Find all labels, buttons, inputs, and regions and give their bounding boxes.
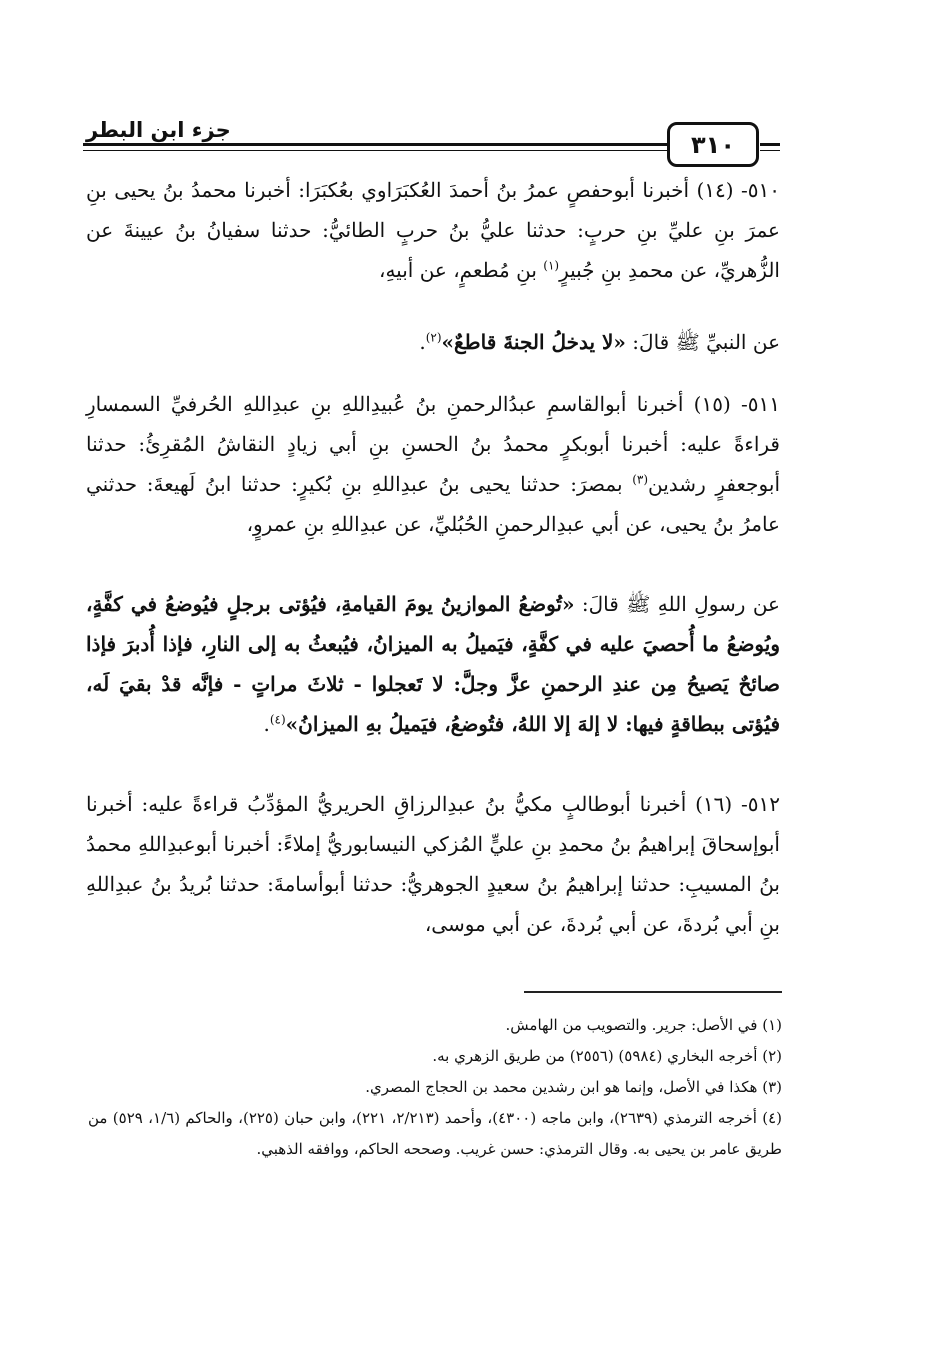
header-rule-right-bottom — [760, 150, 780, 151]
footnote-2: (٢) أخرجه البخاري (٥٩٨٤) (٢٥٥٦) من طريق الزهري به. — [432, 1047, 782, 1065]
footnotes — [88, 1010, 782, 1165]
hadith-512-isnad — [86, 784, 780, 944]
matn-quote: «تُوضعُ الموازينُ يومَ القيامةِ، فيُؤتى برجلٍ فيُوضعُ في كفَّةٍ، ويُوضعُ ما أُحصيَ عليه في كفَّةٍ، فيَميلُ به الميزانُ، فيُبعثُ به إلى النارِ، فإذا أُدبرَ فإذا صائحٌ يَصيحُ مِن عندِ الرحمنِ عزَّ وجلَّ: لا تَعجلوا - ثلاثَ مراتٍ - فإنَّه قدْ بقيَ لَه، فيُؤتى ببطاقةٍ فيها: لا إلهَ إلا اللهُ، فتُوضعُ، فيَميلُ بهِ الميزانُ» — [86, 592, 780, 736]
paragraph-text: ٥١٠- (١٤) أخبرنا أبوحفصٍ عمرُ بنُ أحمدَ العُكبَرَاوي بعُكبَرَا: أخبرنا محمدُ بنُ يحيى بنِ عمرَ بنِ عليِّ بنِ حربٍ: حدثنا عليُّ بنُ حربٍ الطائيُّ: حدثنا سفيانُ بنُ عيينةَ عن الزُّهريِّ، عن محمدِ بنِ جُبيرٍ — [86, 178, 780, 282]
hadith-511-matn — [86, 584, 780, 744]
paragraph-text: ٥١١- (١٥) أخبرنا أبوالقاسمِ عبدُالرحمنِ بنُ عُبيدِاللهِ بنِ عبدِاللهِ الحُرفيِّ السمسارِ قراءةً عليه: أخبرنا أبوبكرٍ محمدُ بنُ الحسنِ بنِ أبي زيادٍ النقاشُ المُقرِئُ: حدثنا أبوجعفرٍ رشدين — [86, 392, 781, 496]
paragraph-text-tail: بنِ مُطعمٍ، عن أبيهِ، — [379, 258, 544, 282]
footnote-ref-3: (٣) — [632, 472, 649, 487]
footnote-ref-1: (١) — [543, 258, 560, 273]
paragraph-text-tail: بمصرَ: حدثنا يحيى بنُ عبدِاللهِ بنِ بُكيرٍ: حدثنا ابنُ لَهيعةَ: حدثني عامرُ بنُ يحيى، عن أبي عبدِالرحمنِ الحُبُليِّ، عن عبدِاللهِ بنِ عمروٍ، — [86, 472, 780, 536]
footnote-ref-2: (٢) — [425, 330, 442, 345]
matn-end: . — [263, 712, 270, 736]
header-rule-top — [83, 143, 670, 146]
matn-end: . — [419, 330, 426, 354]
footnote-ref-4: (٤) — [269, 712, 286, 727]
running-title: جزء ابن البطر — [86, 118, 231, 142]
header-rule-right-top — [760, 143, 780, 146]
matn-lead: عن رسولِ اللهِ ﷺ قالَ: — [574, 592, 780, 616]
page-number: ٣١٠ — [667, 122, 759, 167]
header-rule-bottom — [83, 150, 670, 151]
matn-quote: «لا يدخلُ الجنةَ قاطعٌ» — [441, 330, 626, 354]
hadith-510-matn — [86, 322, 780, 362]
paragraph-text: ٥١٢- (١٦) أخبرنا أبوطالبٍ مكيُّ بنُ عبدِالرزاقِ الحريريُّ المؤدِّبُ قراءةً عليه: أخبرنا أبوإسحاقَ إبراهيمُ بنُ محمدِ بنِ عليٍّ المُزكي النيسابوريُّ إملاءً: أخبرنا أبوعبدِاللهِ محمدُ بنُ المسيبِ: حدثنا إبراهيمُ بنُ سعيدٍ الجوهريُّ: حدثنا أبوأسامةَ: حدثنا بُريدُ بنُ عبدِاللهِ بنِ أبي بُردةَ، عن أبي بُردةَ، عن أبي موسى، — [86, 792, 780, 936]
footnote-4: (٤) أخرجه الترمذي (٢٦٣٩)، وابن ماجه (٤٣٠٠)، وأحمد (٢/٢١٣، ٢٢١)، وابن حبان (٢٢٥)، والحاكم (١/٦، ٥٢٩) من طريق عامر بن يحيى به. وقال الترمذي: حسن غريب. وصححه الحاكم، ووافقه الذهبي. — [88, 1109, 783, 1158]
footnote-1: (١) في الأصل: جرير. والتصويب من الهامش. — [505, 1016, 782, 1034]
footnote-separator — [524, 991, 782, 993]
matn-lead: عن النبيِّ ﷺ قالَ: — [625, 330, 780, 354]
hadith-511-isnad — [86, 384, 780, 544]
hadith-510-isnad — [86, 170, 780, 290]
footnote-3: (٣) هكذا في الأصل، وإنما هو ابن رشدين محمد بن الحجاج المصري. — [365, 1078, 782, 1096]
